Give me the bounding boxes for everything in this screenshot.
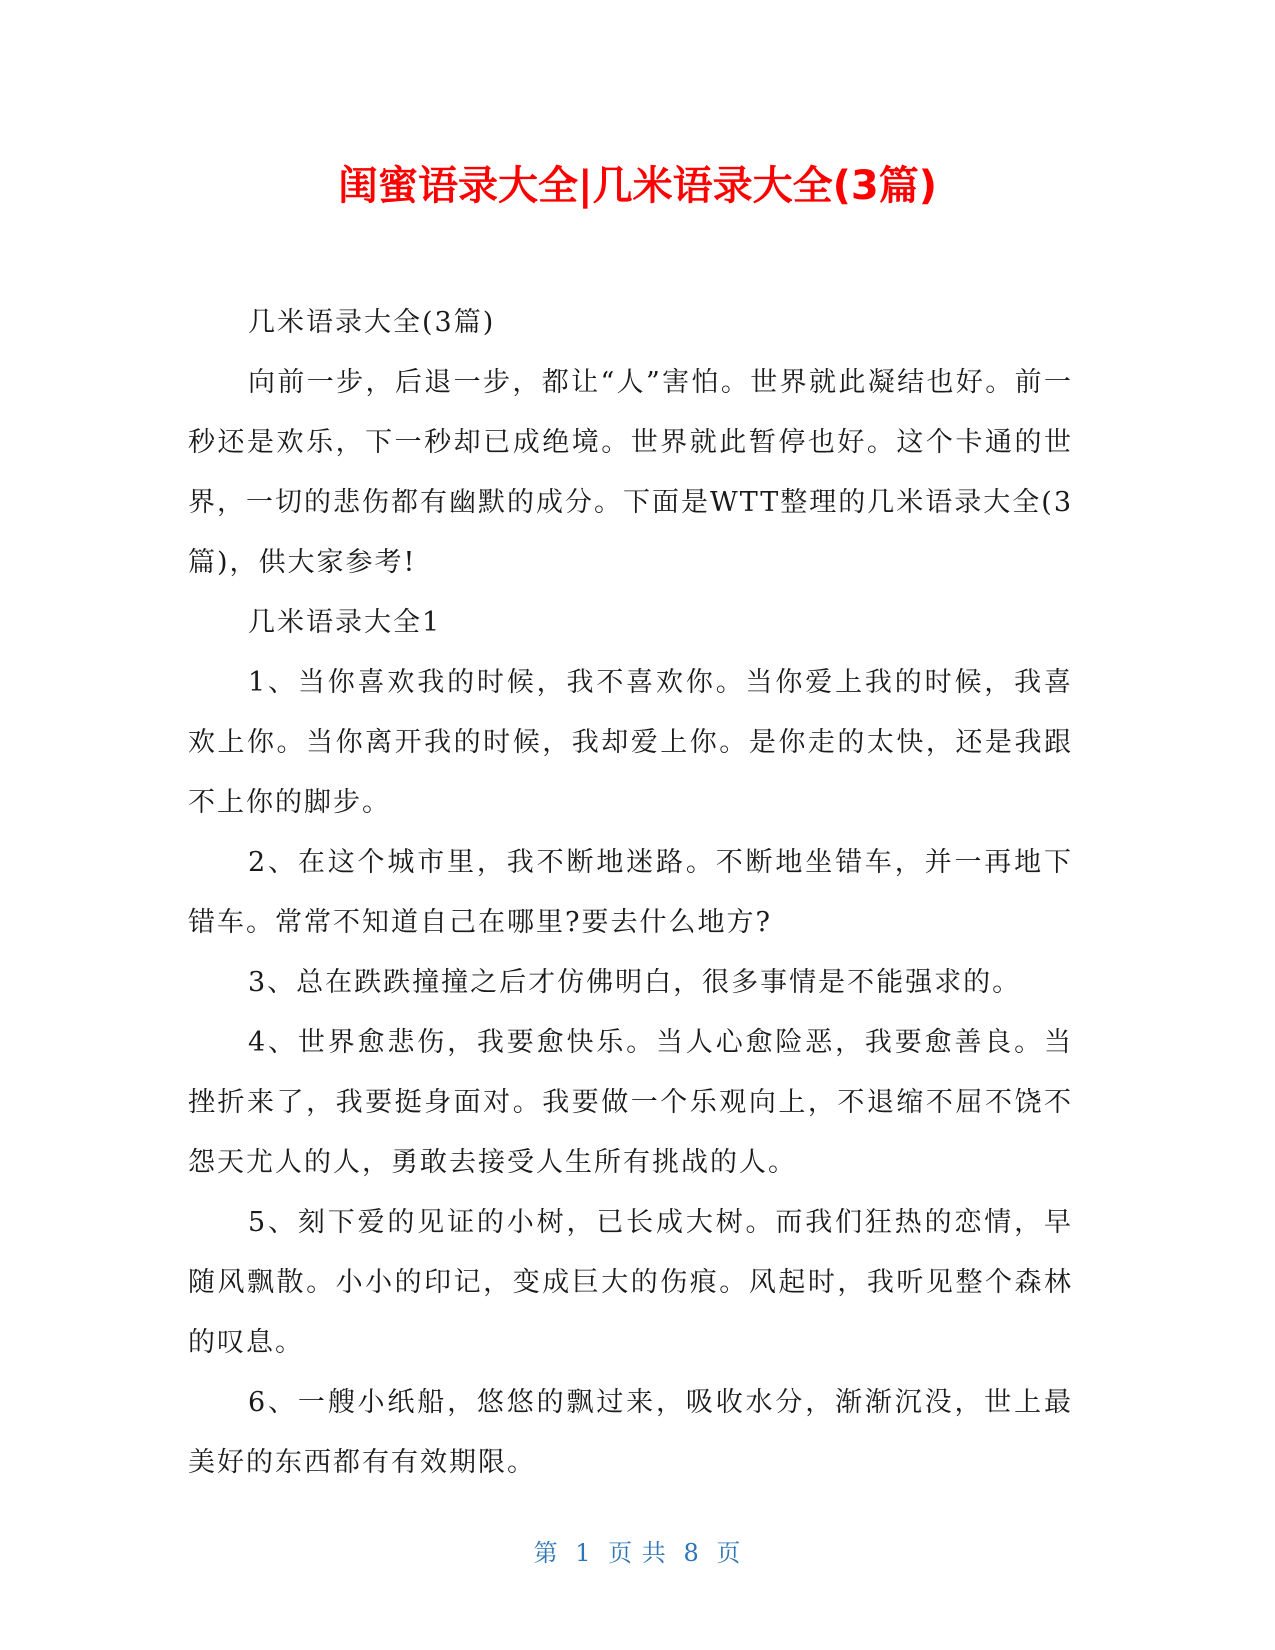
footer-total-pages: 8 [683, 1539, 700, 1567]
section-heading: 几米语录大全1 [248, 607, 442, 638]
quote-5: 5、刻下爱的见证的小树，已长成大树。而我们狂热的恋情，早随风飘散。小小的印记，变成巨大的伤痕。风起时，我听见整个森林的叹息。 [188, 1207, 1073, 1358]
page-title: 闺蜜语录大全|几米语录大全(3篇) [337, 163, 937, 209]
quote-6: 6、一艘小纸船，悠悠的飘过来，吸收水分，渐渐沉没，世上最美好的东西都有有效期限。 [188, 1387, 1073, 1478]
quote-4: 4、世界愈悲伤，我要愈快乐。当人心愈险恶，我要愈善良。当挫折来了，我要挺身面对。我要做一个乐观向上，不退缩不屈不饶不怨天尤人的人，勇敢去接受人生所有挑战的人。 [188, 1027, 1073, 1178]
footer-label-page: 第 [533, 1539, 559, 1567]
document-body [188, 293, 1073, 1493]
footer-current-page: 1 [575, 1539, 592, 1567]
footer-label-end: 页 [716, 1539, 742, 1567]
quote-3: 3、总在跌跌撞撞之后才仿佛明白，很多事情是不能强求的。 [248, 967, 1022, 998]
intro-heading: 几米语录大全(3篇) [248, 307, 496, 338]
quote-2: 2、在这个城市里，我不断地迷路。不断地坐错车，并一再地下错车。常常不知道自己在哪里?要去什么地方? [188, 847, 1073, 938]
page-footer [0, 1533, 1275, 1568]
footer-label-of: 页 共 [608, 1539, 667, 1567]
intro-paragraph: 向前一步，后退一步，都让“人”害怕。世界就此凝结也好。前一秒还是欢乐，下一秒却已成绝境。世界就此暂停也好。这个卡通的世界，一切的悲伤都有幽默的成分。下面是WTT整理的几米语录大全(3篇)，供大家参考! [188, 367, 1073, 578]
quote-1: 1、当你喜欢我的时候，我不喜欢你。当你爱上我的时候，我喜欢上你。当你离开我的时候，我却爱上你。是你走的太快，还是我跟不上你的脚步。 [188, 667, 1073, 818]
